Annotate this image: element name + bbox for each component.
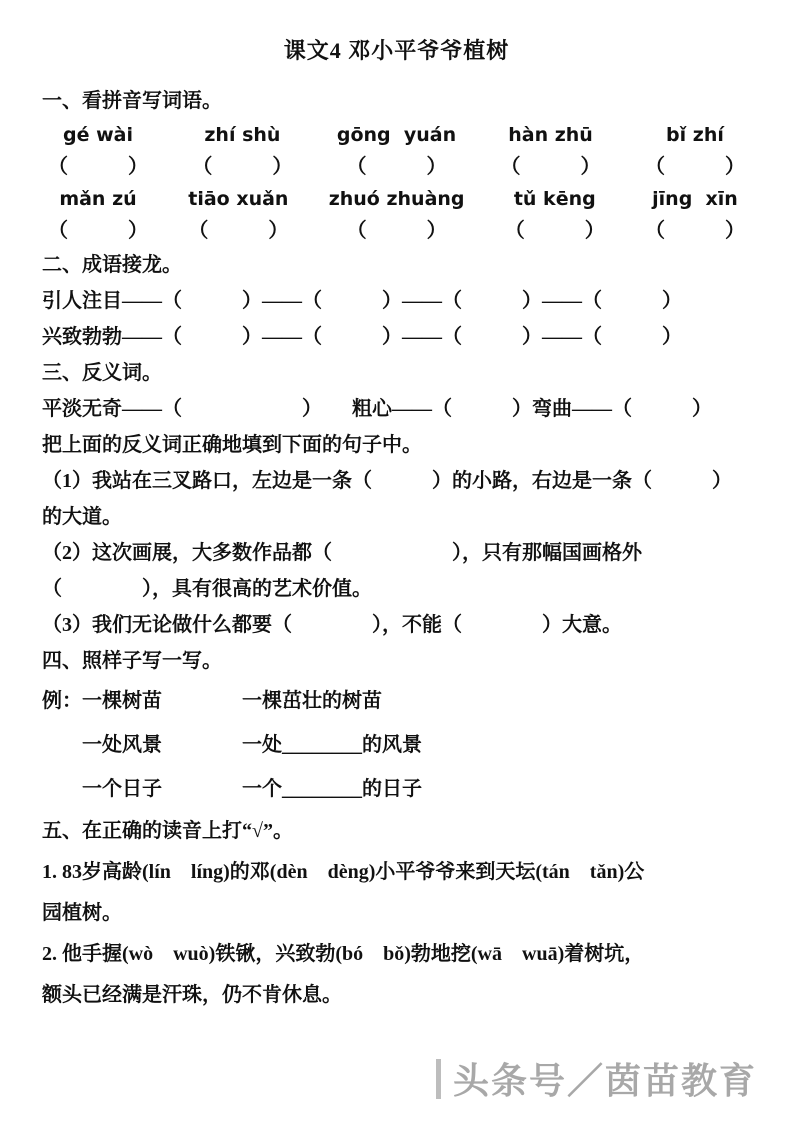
answer-brackets: （ ） [504,220,605,242]
pronunciation-sentence-1-line-1: 1. 83岁高龄(lín líng)的邓(dèn dèng)小平爷爷来到天坛(tán tǎn)公 [42,861,645,883]
pinyin-item [48,183,148,247]
pinyin-word: gé wài [63,124,133,146]
pinyin-word: zhí shù [204,124,281,146]
watermark-text: 头条号／茵苗教育 [452,1060,757,1101]
pinyin-row-2 [42,183,751,247]
pinyin-word: tǔ kēng [513,188,596,210]
answer-brackets: （ ） [644,156,745,178]
sentence-1-line-2: 的大道。 [42,506,122,528]
pinyin-item [48,119,148,183]
answer-brackets: （ ） [346,156,447,178]
sentence-1-line-1: （1）我站在三叉路口，左边是一条（ ）的小路，右边是一条（ ） [42,470,732,492]
sentence-2-line-2: （ ），具有很高的艺术价值。 [42,578,372,600]
sentence-3-line: （3）我们无论做什么都要（ ），不能（ ）大意。 [42,614,622,636]
pinyin-word: mǎn zú [59,188,137,210]
answer-brackets: （ ） [188,220,289,242]
answer-brackets: （ ） [645,220,745,242]
section1-heading: 一、看拼音写词语。 [42,90,222,112]
answer-brackets: （ ） [500,156,601,178]
pinyin-word: bǐ zhí [666,124,724,146]
pinyin-row-1 [42,119,751,183]
pinyin-item [329,183,465,247]
pinyin-item [505,183,605,247]
answer-brackets: （ ） [48,156,148,178]
watermark [436,1053,757,1104]
section4-heading: 四、照样子写一写。 [42,650,222,672]
idiom-chain-line-2: 兴致勃勃——（ ）——（ ）——（ ）——（ ） [42,326,682,348]
example-row: 例：一棵树苗 一棵茁壮的树苗 [42,690,382,712]
pinyin-item [501,119,601,183]
section3-heading: 三、反义词。 [42,362,162,384]
fill-row-scenery: 一处风景 一处________的风景 [42,734,422,756]
answer-brackets: （ ） [48,220,148,242]
answer-brackets: （ ） [192,156,293,178]
page-title: 课文4 邓小平爷爷植树 [283,38,510,63]
pinyin-item [188,183,288,247]
pinyin-word: hàn zhū [508,124,593,146]
pinyin-item [337,119,456,183]
pronunciation-sentence-1-line-2: 园植树。 [42,902,122,924]
pinyin-item [645,119,745,183]
pinyin-word: tiāo xuǎn [188,188,289,210]
pinyin-word: zhuó zhuàng [328,188,465,210]
section2-heading: 二、成语接龙。 [42,254,182,276]
answer-brackets: （ ） [346,220,447,242]
fill-row-day: 一个日子 一个________的日子 [42,778,422,800]
antonym-instruction-line: 把上面的反义词正确地填到下面的句子中。 [42,434,422,456]
pinyin-item [645,183,745,247]
pronunciation-sentence-2-line-1: 2. 他手握(wò wuò)铁锹，兴致勃(bó bǒ)勃地挖(wā wuā)着树坑， [42,943,645,965]
sentence-2-line-1: （2）这次画展，大多数作品都（ ），只有那幅国画格外 [42,542,642,564]
pinyin-word: jīng xīn [652,188,738,210]
pinyin-word: gōng yuán [336,124,457,146]
watermark-bar [436,1059,441,1099]
pinyin-item [192,119,292,183]
pronunciation-sentence-2-line-2: 额头已经满是汗珠，仍不肯休息。 [42,984,342,1006]
antonym-pairs-line: 平淡无奇——（ ） 粗心——（ ）弯曲——（ ） [42,398,712,420]
section5-heading: 五、在正确的读音上打“√”。 [42,820,293,842]
idiom-chain-line-1: 引人注目——（ ）——（ ）——（ ）——（ ） [42,290,682,312]
